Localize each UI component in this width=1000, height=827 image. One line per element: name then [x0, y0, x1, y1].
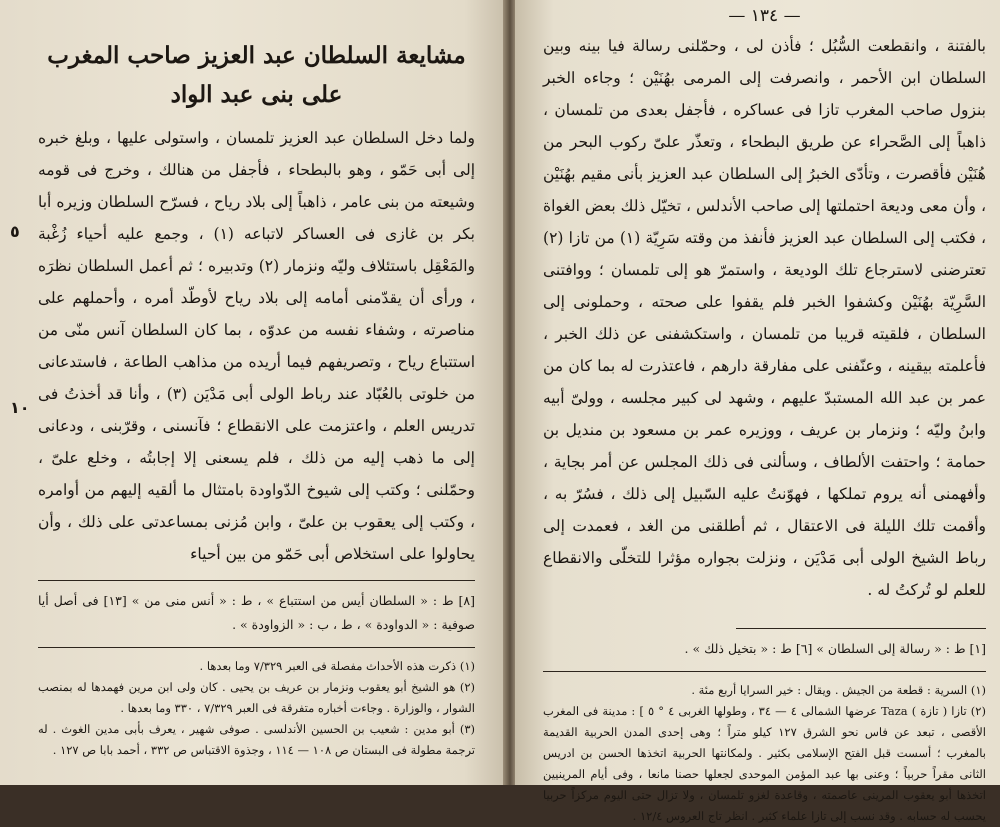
line-number-marker: ١٠: [10, 398, 30, 417]
footnotes: [543, 680, 986, 827]
footnotes: [38, 656, 475, 761]
right-body-text: [543, 30, 986, 606]
chapter-title: مشايعة السلطان عبد العزيز صاحب المغرب: [47, 42, 466, 69]
footnote: (١) ذكرت هذه الأحداث مفصلة فى العبر ٧/٣٢٩ وما بعدها .: [199, 659, 475, 673]
right-page: [515, 0, 1000, 823]
footnote-divider: [543, 671, 986, 672]
footnote-divider: [736, 628, 986, 629]
footnote: (٢) تازا ( تازة ) Taza عرضها الشمالى ٤ — ٣٤ ، وطولها الغربى ٤ ° ٥ ] : مدينة فى المغرب الأقصى ، تبعد عن فاس نحو الشرق ١٢٧ كيلو متراً ؛ وهى إحدى المدن الحربية القديمة بالمغرب ؛ أسست قبل الفتح الإسلامى بكثير . ولمكانتها الحربية اتخذها الحسن بن ادريس الثانى مقراً حربياً ؛ وعنى بها عبد المؤمن الموحدى لجعلها حصنا مانعا ، وفى أيام المرينيين اتخذها أبو يعقوب المرينى عاصمته ، وقاعدة لغزو تلمسان ، ولا تزال حتى اليوم مركزاً حربيا يحسب له حسابه . وقد نسب إلى تازا علماء كثير . انظر تاج العروس ١٢/٤ .: [543, 704, 986, 823]
right-paragraph: بالفتنة ، وانقطعت السُّبُل ؛ فأذن لى ، وحمّلنى رسالة فيا بينه وبين السلطان ابن الأحمر ، وانصرفت إلى المرمى بهُنَيْن ؛ وجاءه الخبر بنزول صاحب المغرب تازا فى عساكره ، فأجفل بعدى من تلمسان ، ذاهباً إلى الصَّحراء عن طريق البطحاء ، وتعذّر علىّ ركوب البحر من هُنَيْن فأقصرت ، وتأدّى الخبرُ إلى السلطان عبد العزيز بأنى مقيم بهُنَيْن ، وأن معى وديعة احتملتها إلى صاحب الأندلس ، تخيّل ذلك بعض الغواة ، فكتب إلى السلطان عبد العزيز فأنفذ من وقته سَرِيّة (١) من تازا (٢) تعترضنى لاسترجاع تلك الوديعة ، واستمرّ هو إلى تلمسان ؛ ووافتنى السَّرِيّة بهُنَيْن وكشفوا الخبر فلم يقفوا على صحته ، وحملونى إلى السلطان ، فلقيته قريبا من تلمسان ، واستكشفنى عن ذلك الخبر ، فأعلمته بيقينه ، وعنّفنى على مفارقة دارهم ، فاعتذرت له بما كان من عمر بن عبد الله المستبدّ عليهم ، وشهد لى كبير مجلسه ، وولىّ أبيه وابنُ وليّه ؛ ونزمار بن عريف ، ووزيره عمر بن مسعود بن منديل بن حمامة ؛ واحتفت الألطاف ، وسألنى فى ذلك المجلس عن أمر بجاية ، وأفهمنى أنه يروم تملكها ، فهوّنتُ عليه السّبيل إلى ذلك ، فسُرّ به ، وأقمت تلك الليلة فى الاعتقال ، ثم أطلقنى من الغد ، فعمدت إلى رباط الشيخ الولى أبى مَدْيَن ، ونزلت بجواره مؤثرا للتخلّى والانقطاع للعلم لو تُركتُ له .: [543, 37, 987, 599]
footnote: (٣) أبو مدين : شعيب بن الحسين الأندلسى . صوفى شهير ، يعرف بأبى مدين الغوث . له ترجمة مطولة فى البستان ص ١٠٨ — ١١٤ ، وجذوة الاقتباس ص ٣٣٢ ، أحمد بابا ص ١٢٧ .: [38, 722, 475, 757]
variant-line: [١] ط : « رسالة إلى السلطان » [٦] ط : « بتخيل ذلك » .: [684, 641, 986, 656]
footnote: (٢) هو الشيخ أبو يعقوب ونزمار بن عريف بن يحيى . كان ولى ابن مرين فهمدها له بمنصب الشوار ، والوزارة . وجاءت أخباره متفرقة فى العبر ٧/٣٢٩ ، ٣٣٠ وما بعدها .: [38, 680, 475, 715]
left-paragraph: ولما دخل السلطان عبد العزيز تلمسان ، واستولى عليها ، وبلغ خبره إلى أبى حَمّو ، وهو بالبطحاء ، فأجفل من هنالك ، وخرج فى قومه وشيعته من بنى عامر ، ذاهباً إلى بلاد رياح ، فسرّح السلطان وزيره أبا بكر بن غازى فى العساكر لاتباعه (١) ، وجمع عليه أحياء زُغْبة والمَعْقِل باستئلاف وليّه ونزمار (٢) وتدبيره ؛ ثم أعمل السلطان نظرَه ، ورأى أن يقدّمنى أمامه إلى بلاد رياح لأوطّد أمره ، وأحملهم على مناصرته ، وشفاء نفسه من عدوّه ، بما كان السلطان آنس منّى من استتباع رياح ، وتصريفهم فيما أريده من مذاهب الطاعة ، فاستدعانى من خلوتى بالعُبّاد عند رباط الولى أبى مَدْيَن (٣) ، وأنا قد أخذتُ فى تدريس العلم ، واعتزمت على الانقطاع ؛ فآنسنى ، وقرّبنى ، ودعانى إلى ما ذهب إليه من ذلك ، فلم يسعنى إلا إجابتُه ، وخلع علىّ ، وحمّلنى ؛ وكتب إلى شيوخ الدّواودة بامتثال ما ألقيه إليهم من أوامره ، وكتب إلى يعقوب بن علىّ ، وابن مُزنى بمساعدتى على ذلك ، وأن يحاولوا على استخلاص أبى حَمّو من بين أحياء: [38, 129, 476, 563]
left-page: [0, 0, 505, 785]
chapter-subtitle: على بنى عبد الواد: [170, 81, 343, 108]
line-number-marker: ٥: [10, 222, 20, 241]
footnote-divider: [38, 580, 475, 581]
page-number: — ١٣٤ —: [728, 6, 801, 26]
variant-readings: [543, 637, 986, 661]
left-body-text: [38, 122, 475, 570]
variant-line: [٨] ط : « السلطان أيس من استتباع » ، ط : « أنس منى من » [١٣] فى أصل أيا صوفية : « الدواودة » ، ط ، ب : « الزواودة » .: [38, 593, 475, 632]
footnote-divider: [38, 647, 475, 648]
footnote: (١) السرية : قطعة من الجيش . ويقال : خير السرايا أربع مئة .: [691, 683, 986, 697]
variant-readings: [38, 589, 475, 637]
